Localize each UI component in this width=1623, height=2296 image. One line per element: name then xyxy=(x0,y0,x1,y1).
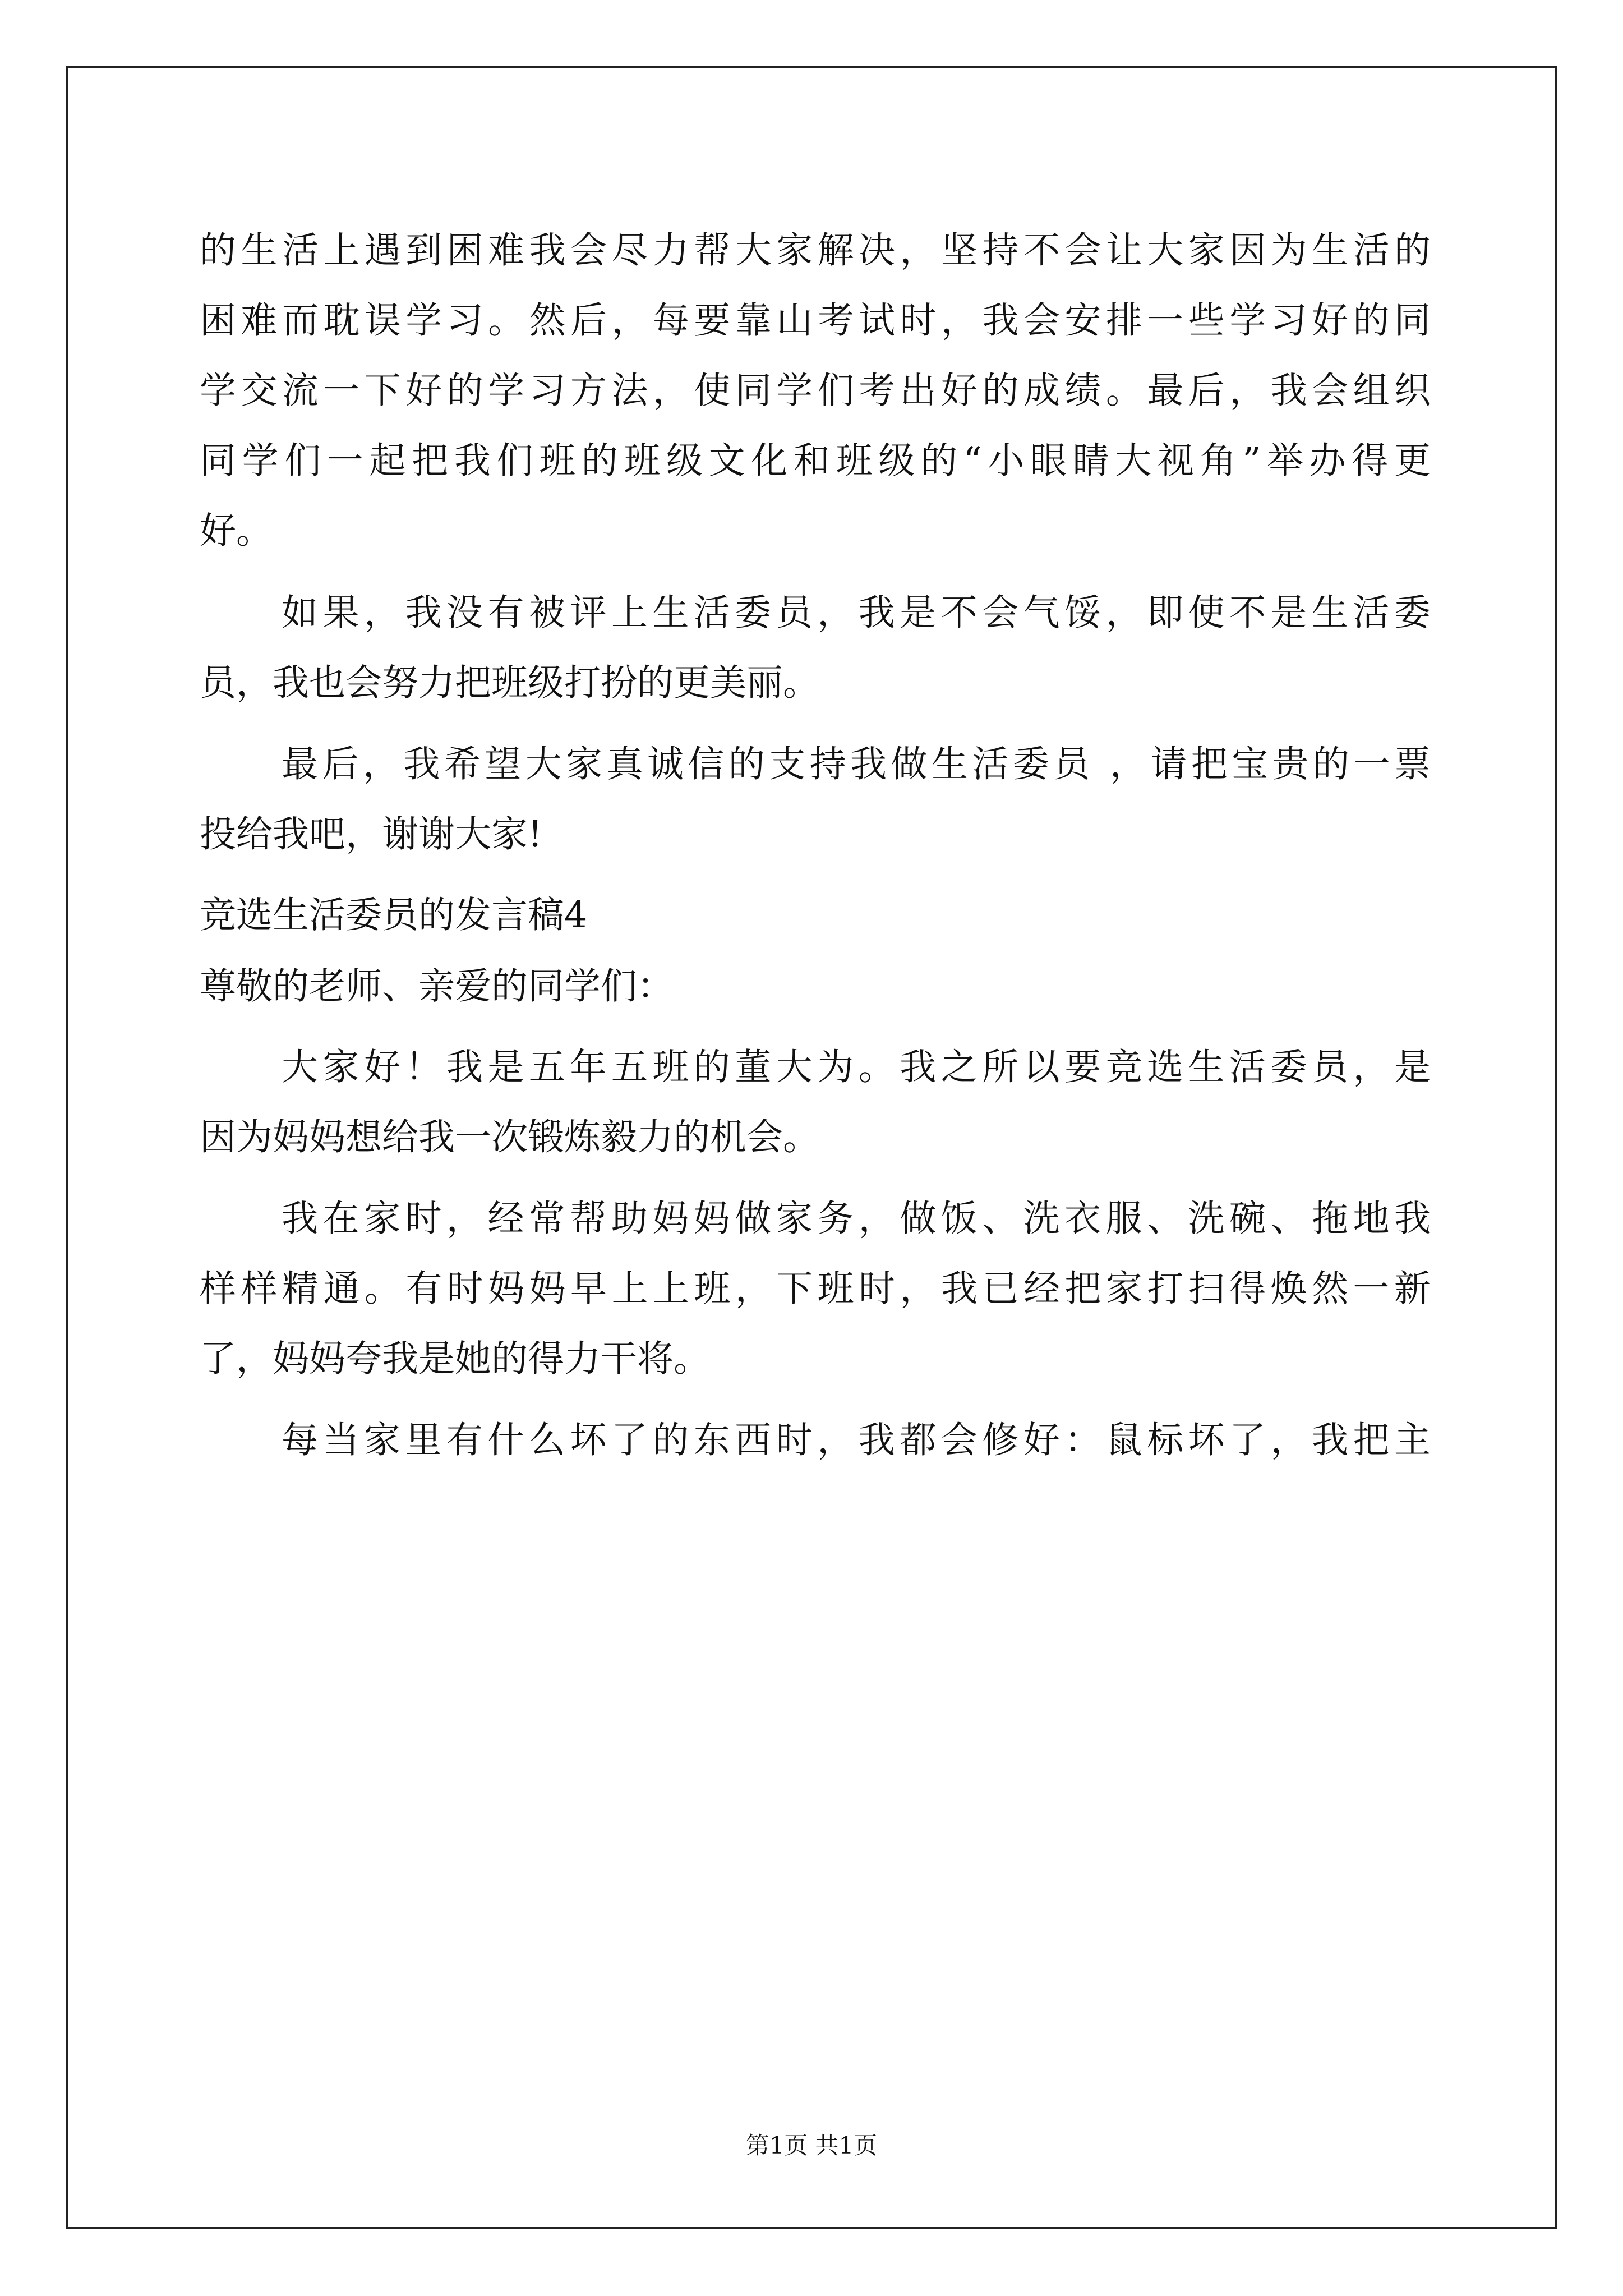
text-line: 因为妈妈想给我一次锻炼毅力的机会。 xyxy=(200,1116,820,1158)
text-line: 样样精通。有时妈妈早上上班，下班时，我已经把家打扫得焕然一新 xyxy=(200,1268,1431,1310)
text-line: 最后，我希望大家真诚信的支持我做生活委员 ，请把宝贵的一票 xyxy=(282,743,1431,785)
page-footer: 第1页 共1页 xyxy=(745,2132,878,2159)
text-line: 的生活上遇到困难我会尽力帮大家解决，坚持不会让大家因为生活的 xyxy=(200,229,1431,272)
text-line: 员，我也会努力把班级打扮的更美丽。 xyxy=(200,662,820,704)
text-line: 如果，我没有被评上生活委员，我是不会气馁，即使不是生活委 xyxy=(282,592,1431,634)
text-line: 困难而耽误学习。然后，每要靠山考试时，我会安排一些学习好的同 xyxy=(200,300,1431,342)
text-line: 我在家时，经常帮助妈妈做家务，做饭、洗衣服、洗碗、拖地我 xyxy=(282,1198,1431,1240)
text-line: 学交流一下好的学习方法，使同学们考出好的成绩。最后，我会组织 xyxy=(200,370,1431,412)
text-line: 好。 xyxy=(200,510,273,552)
text-line: 投给我吧，谢谢大家! xyxy=(200,813,543,855)
text-line: 了，妈妈夸我是她的得力干将。 xyxy=(200,1338,711,1380)
text-line: 同学们一起把我们班的班级文化和班级的“小眼睛大视角”举办得更 xyxy=(200,440,1431,482)
text-line: 大家好！我是五年五班的董大为。我之所以要竞选生活委员，是 xyxy=(282,1046,1431,1088)
section-heading: 竞选生活委员的发言稿4 xyxy=(200,894,588,936)
text-line: 每当家里有什么坏了的东西时，我都会修好：鼠标坏了，我把主 xyxy=(282,1419,1431,1461)
salutation: 尊敬的老师、亲爱的同学们： xyxy=(200,965,674,1007)
